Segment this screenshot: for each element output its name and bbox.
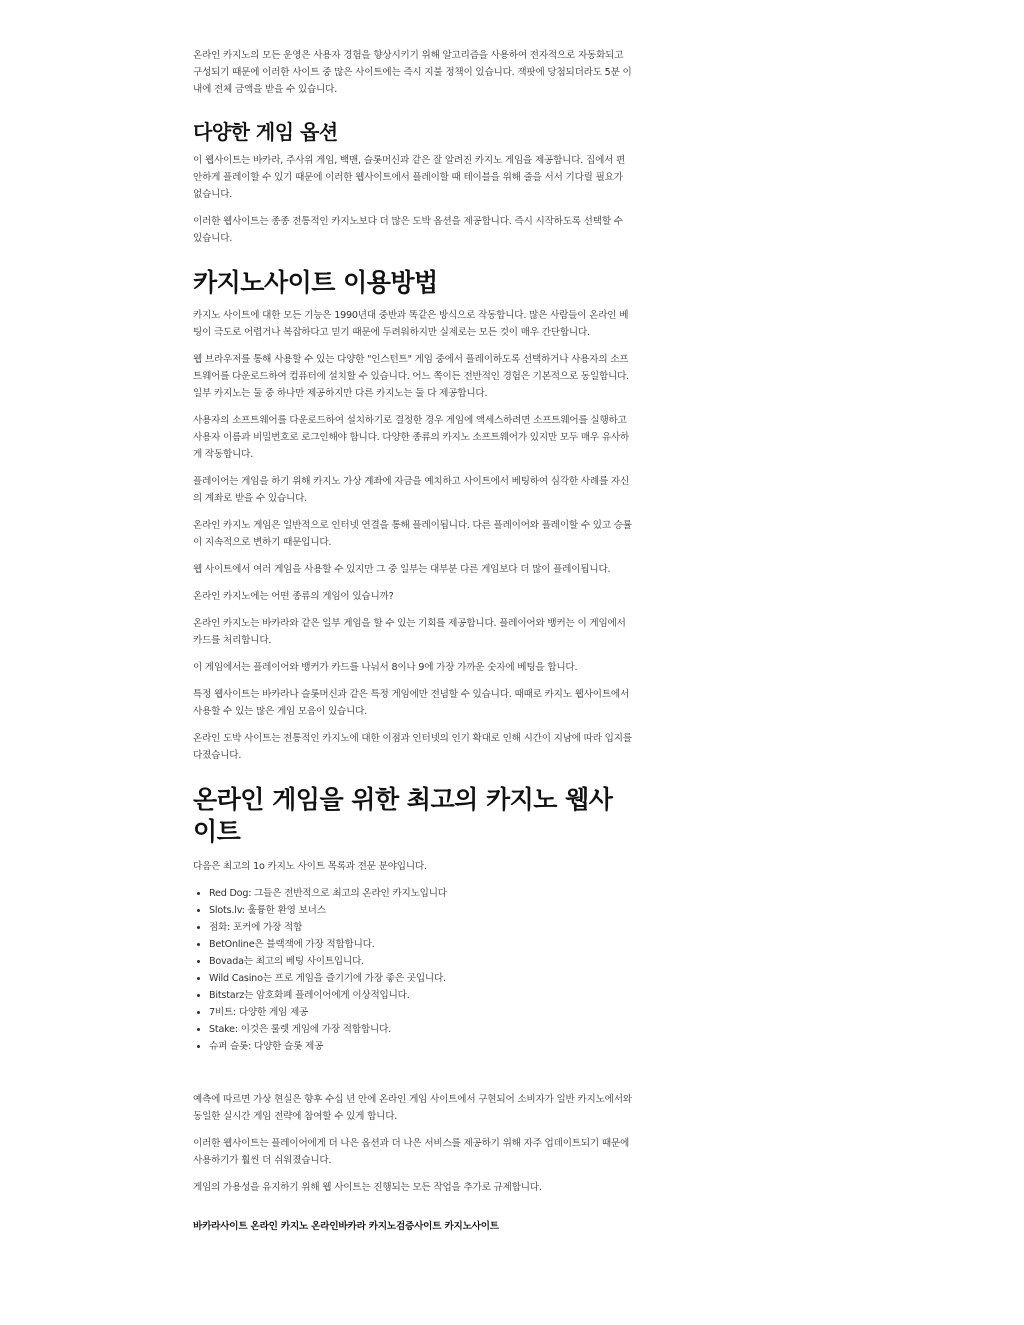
paragraph: 이 게임에서는 플레이어와 뱅커가 카드를 나눠서 8이나 9에 가장 가까운 숫자에 베팅을 합니다. <box>193 662 578 673</box>
list-item: • Wild Casino는 프로 게임을 즐기기에 가장 좋은 곳입니다. <box>209 970 633 987</box>
paragraph: 웹 브라우저를 통해 사용할 수 있는 다양한 "인스턴트" 게임 중에서 플레이하도록 선택하거나 사용자의 소프트웨어를 다운로드하여 컴퓨터에 설치할 수 있습니다. 어느 쪽이든 전반적인 경험은 기본적으로 동일합니다. 일부 카지노는 둘 중 하나만 제공하지만 다른 카지노는 둘 다 제공합니다. <box>193 354 630 399</box>
spacer <box>193 1055 633 1091</box>
paragraph: 이러한 웹사이트는 종종 전통적인 카지노보다 더 많은 도박 옵션을 제공합니다. 즉시 시작하도록 선택할 수 있습니다. <box>193 216 623 244</box>
list-item: • Slots.lv: 훌륭한 환영 보너스 <box>209 902 633 919</box>
paragraph: 카지노 사이트에 대한 모든 기능은 1990년대 중반과 똑같은 방식으로 작동합니다. 많은 사람들이 온라인 베팅이 극도로 어렵거나 복잡하다고 믿기 때문에 두려워하지만 실제로는 모든 것이 매우 간단합니다. <box>193 310 629 338</box>
paragraph: 사용자의 소프트웨어를 다운로드하여 설치하기로 결정한 경우 게임에 액세스하려면 소프트웨어를 실행하고 사용자 이름과 비밀번호로 로그인해야 합니다. 다양한 종류의 카지노 소프트웨어가 있지만 모두 매우 유사하게 작동합니다. <box>193 415 630 460</box>
paragraph: 온라인 카지노 게임은 일반적으로 인터넷 연결을 통해 플레이됩니다. 다른 플레이어와 플레이할 수 있고 승률이 지속적으로 변하기 때문입니다. <box>193 520 632 548</box>
paragraph: 게임의 가용성을 유지하기 위해 웹 사이트는 진행되는 모든 작업을 추가로 규제합니다. <box>193 1182 542 1193</box>
list-item: • Bitstarz는 암호화폐 플레이어에게 이상적입니다. <box>209 987 633 1004</box>
section-heading-how-to-use: 카지노사이트 이용방법 <box>193 268 438 297</box>
paragraph: 이러한 웹사이트는 플레이어에게 더 나은 옵션과 더 나은 서비스를 제공하기 위해 자주 업데이트되기 때문에 사용하기가 훨씬 더 쉬워졌습니다. <box>193 1138 630 1166</box>
paragraph: 온라인 도박 사이트는 전통적인 카지노에 대한 이점과 인터넷의 인기 확대로 인해 시간이 지남에 따라 입지를 다졌습니다. <box>193 733 632 761</box>
paragraph: 특정 웹사이트는 바카라나 슬롯머신과 같은 특정 게임에만 전념할 수 있습니다. 때때로 카지노 웹사이트에서 사용할 수 있는 많은 게임 모음이 있습니다. <box>193 689 630 717</box>
tag-line: 바카라사이트 온라인 카지노 온라인바카라 카지노검증사이트 카지노사이트 <box>193 1221 499 1232</box>
list-intro: 다음은 최고의 1o 카지노 사이트 목록과 전문 분야입니다. <box>193 861 427 872</box>
list-item: • Red Dog: 그들은 전반적으로 최고의 온라인 카지노입니다 <box>209 885 633 902</box>
list-item: • 7비트: 다양한 게임 제공 <box>209 1004 633 1021</box>
list-item: • 슈퍼 슬롯: 다양한 슬롯 제공 <box>209 1038 633 1055</box>
list-item: • BetOnline은 블랙잭에 가장 적합합니다. <box>209 936 633 953</box>
paragraph: 이 웹사이트는 바카라, 주사위 게임, 백맨, 슬롯머신과 같은 잘 알려진 카지노 게임을 제공합니다. 집에서 편안하게 플레이할 수 있기 때문에 이러한 웹사이트에서 플레이할 때 테이블을 위해 줄을 서서 기다릴 필요가 없습니다. <box>193 155 626 200</box>
section-heading-best-casino-sites: 온라인 게임을 위한 최고의 카지노 웹사이트 <box>193 785 613 846</box>
paragraph: 온라인 카지노는 바카라와 같은 일부 게임을 할 수 있는 기회를 제공합니다. 플레이어와 뱅커는 이 게임에서 카드를 처리합니다. <box>193 618 626 646</box>
list-item: • 점화: 포커에 가장 적합 <box>209 919 633 936</box>
list-item: • Bovada는 최고의 베팅 사이트입니다. <box>209 953 633 970</box>
paragraph: 온라인 카지노에는 어떤 종류의 게임이 있습니까? <box>193 591 394 602</box>
paragraph: 플레이어는 게임을 하기 위해 카지노 가상 계좌에 자금을 예치하고 사이트에서 베팅하여 심각한 사례를 자신의 계좌로 받을 수 있습니다. <box>193 476 630 504</box>
article-body <box>193 47 633 1232</box>
list-item: • Stake: 이것은 룰렛 게임에 가장 적합합니다. <box>209 1021 633 1038</box>
paragraph: 예측에 따르면 가상 현실은 향후 수십 년 안에 온라인 게임 사이트에서 구현되어 소비자가 일반 카지노에서와 동일한 실시간 게임 전략에 참여할 수 있게 합니다. <box>193 1094 632 1122</box>
intro-paragraph: 온라인 카지노의 모든 운영은 사용자 경험을 향상시키기 위해 알고리즘을 사용하여 전자적으로 자동화되고 구성되기 때문에 이러한 사이트 중 많은 사이트에는 즉시 지불 정책이 있습니다. 잭팟에 당첨되더라도 5분 이내에 전체 금액을 받을 수 있습니다. <box>193 50 632 95</box>
paragraph: 웹 사이트에서 여러 게임을 사용할 수 있지만 그 중 일부는 대부분 다른 게임보다 더 많이 플레이됩니다. <box>193 564 611 575</box>
section-heading-game-options: 다양한 게임 옵션 <box>193 120 338 144</box>
casino-list <box>193 885 633 1055</box>
